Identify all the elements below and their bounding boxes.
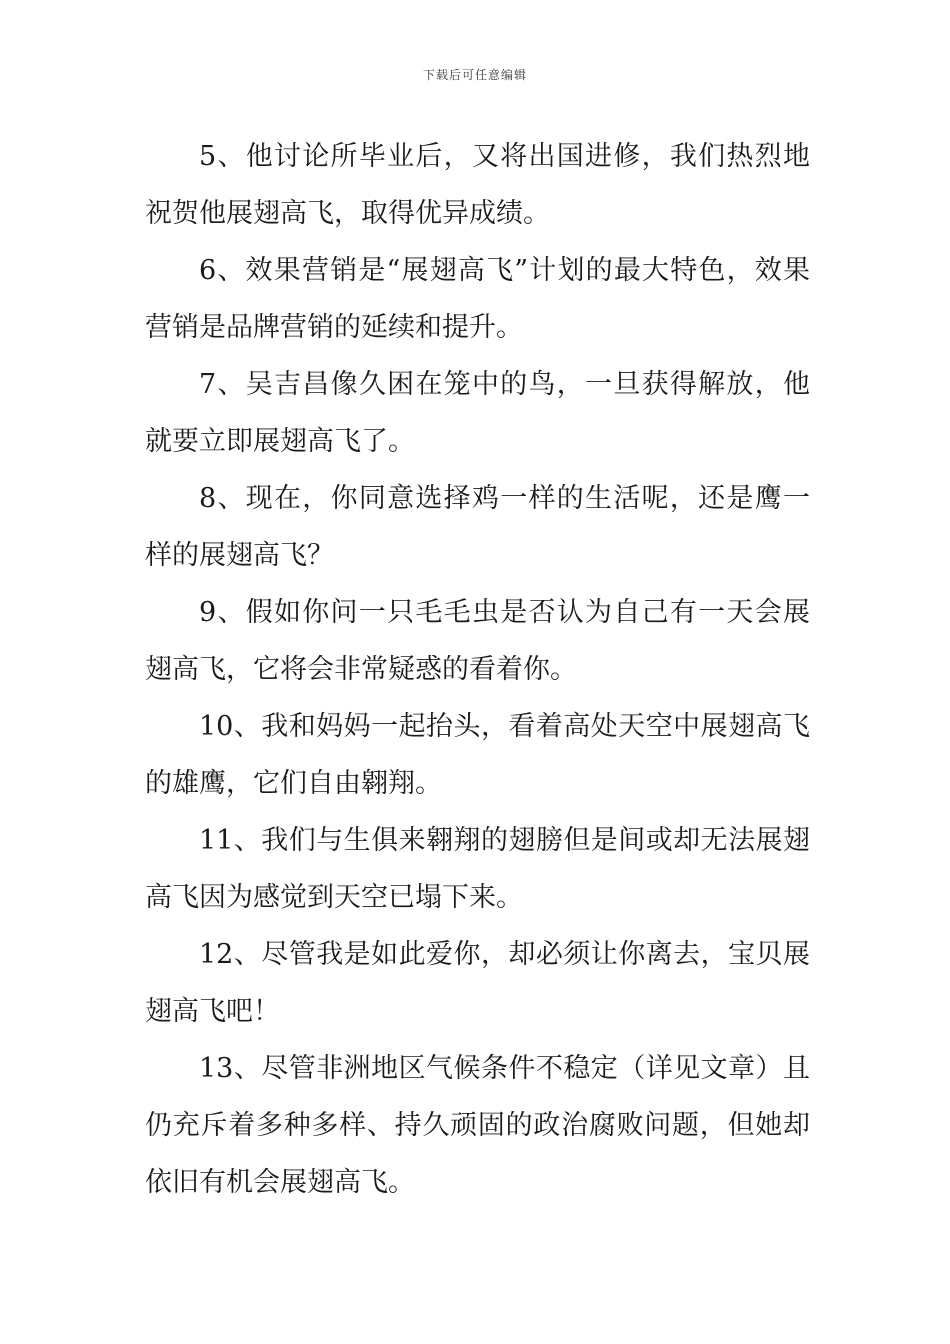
paragraph-10: 10、我和妈妈一起抬头，看着高处天空中展翅高飞的雄鹰，它们自由翱翔。 <box>145 711 810 799</box>
paragraph-8: 8、现在，你同意选择鸡一样的生活呢，还是鹰一样的展翅高飞？ <box>145 483 810 571</box>
paragraph-11: 11、我们与生俱来翱翔的翅膀但是间或却无法展翅高飞因为感觉到天空已塌下来。 <box>145 825 810 913</box>
paragraph-13: 13、尽管非洲地区气候条件不稳定（详见文章）且仍充斥着多种多样、持久顽固的政治腐败问题，但她却依旧有机会展翅高飞。 <box>145 1053 810 1198</box>
page-header: 下载后可任意编辑 <box>422 68 527 82</box>
paragraph-7: 7、吴吉昌像久困在笼中的鸟，一旦获得解放，他就要立即展翅高飞了。 <box>145 369 810 457</box>
document-body <box>145 128 810 1211</box>
paragraph-12: 12、尽管我是如此爱你，却必须让你离去，宝贝展翅高飞吧！ <box>145 939 810 1027</box>
paragraph-5: 5、他讨论所毕业后，又将出国进修，我们热烈地祝贺他展翅高飞，取得优异成绩。 <box>145 141 810 229</box>
paragraph-9: 9、假如你问一只毛毛虫是否认为自己有一天会展翅高飞，它将会非常疑惑的看着你。 <box>145 597 810 685</box>
paragraph-6: 6、效果营销是“展翅高飞”计划的最大特色，效果营销是品牌营销的延续和提升。 <box>145 255 810 343</box>
